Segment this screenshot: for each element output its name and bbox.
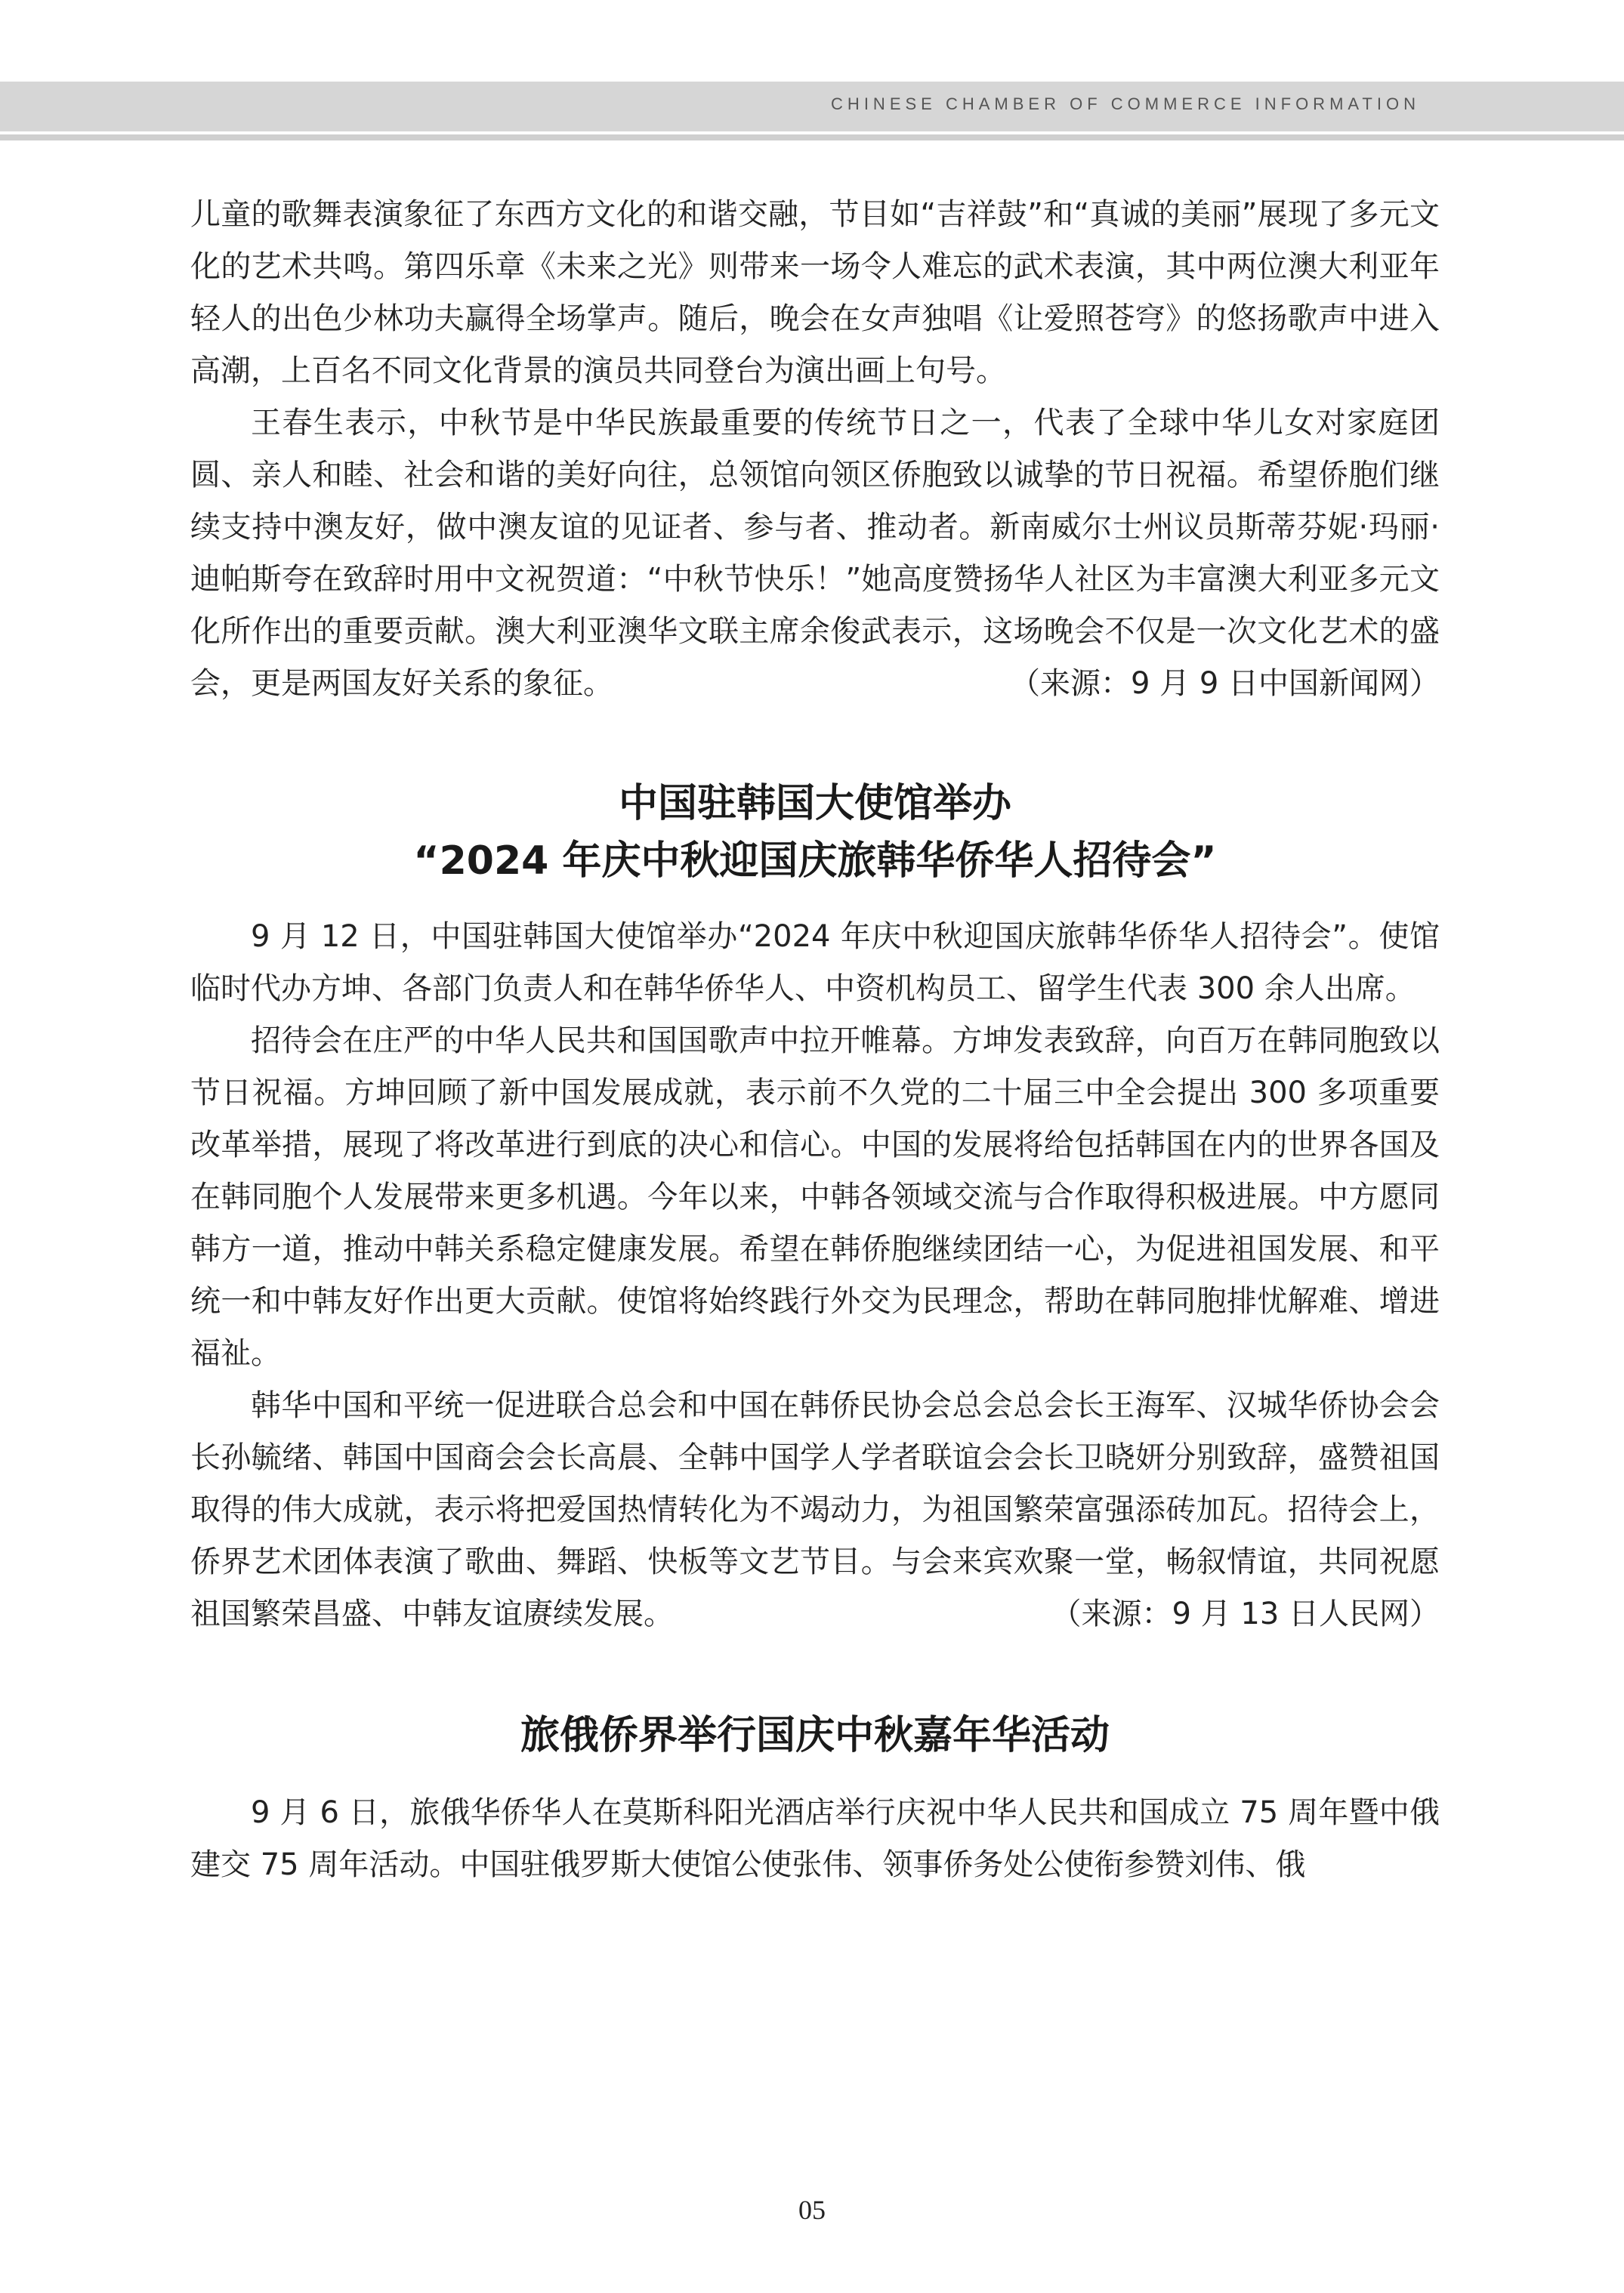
article-continuation [190, 189, 1440, 710]
source-credit: （来源：9 月 13 日人民网） [1051, 1597, 1440, 1631]
title-line: 中国驻韩国大使馆举办 [618, 781, 1011, 826]
source-credit: （来源：9 月 9 日中国新闻网） [1009, 666, 1440, 701]
page-body [190, 189, 1440, 1891]
paragraph: 9 月 6 日，旅俄华侨华人在莫斯科阳光酒店举行庆祝中华人民共和国成立 75 周年暨中俄建交 75 周年活动。中国驻俄罗斯大使馆公使张伟、领事侨务处公使衔参赞刘伟、俄 [190, 1795, 1440, 1882]
paragraph: 9 月 12 日，中国驻韩国大使馆举办“2024 年庆中秋迎国庆旅韩华侨华人招待会”。使馆临时代办方坤、各部门负责人和在韩华侨华人、中资机构员工、留学生代表 300 余人出席。 [190, 919, 1440, 1006]
title-line: 旅俄侨界举行国庆中秋嘉年华活动 [520, 1713, 1110, 1758]
article-title [190, 775, 1440, 890]
paragraph: 韩华中国和平统一促进联合总会和中国在韩侨民协会总会总会长王海军、汉城华侨协会会长孙毓绪、韩国中国商会会长高晨、全韩中国学人学者联谊会会长卫晓妍分别致辞，盛赞祖国取得的伟大成就，表示将把爱国热情转化为不竭动力，为祖国繁荣富强添砖加瓦。招待会上，侨界艺术团体表演了歌曲、舞蹈、快板等文艺节目。与会来宾欢聚一堂，畅叙情谊，共同祝愿祖国繁荣昌盛、中韩友谊赓续发展。 （来源：9 月 13 日人民网） [190, 1380, 1440, 1640]
header-divider [0, 134, 1624, 140]
article-korea-embassy [190, 775, 1440, 1640]
page-number: 05 [798, 2195, 826, 2225]
article-russia-community [190, 1707, 1440, 1891]
paragraph: 儿童的歌舞表演象征了东西方文化的和谐交融，节目如“吉祥鼓”和“真诚的美丽”展现了多元文化的艺术共鸣。第四乐章《未来之光》则带来一场令人难忘的武术表演，其中两位澳大利亚年轻人的出色少林功夫赢得全场掌声。随后，晚会在女声独唱《让爱照苍穹》的悠扬歌声中进入高潮，上百名不同文化背景的演员共同登台为演出画上句号。 [190, 197, 1440, 388]
article-title [190, 1707, 1440, 1764]
title-line: “2024 年庆中秋迎国庆旅韩华侨华人招待会” [413, 838, 1217, 884]
running-header: CHINESE CHAMBER OF COMMERCE INFORMATION [831, 94, 1420, 113]
paragraph: 招待会在庄严的中华人民共和国国歌声中拉开帷幕。方坤发表致辞，向百万在韩同胞致以节日祝福。方坤回顾了新中国发展成就，表示前不久党的二十届三中全会提出 300 多项重要改革举措，展现了将改革进行到底的决心和信心。中国的发展将给包括韩国在内的世界各国及在韩同胞个人发展带来更多机遇。今年以来，中韩各领域交流与合作取得积极进展。中方愿同韩方一道，推动中韩关系稳定健康发展。希望在韩侨胞继续团结一心，为促进祖国发展、和平统一和中韩友好作出更大贡献。使馆将始终践行外交为民理念，帮助在韩同胞排忧解难、增进福祉。 [190, 1023, 1440, 1371]
paragraph: 王春生表示，中秋节是中华民族最重要的传统节日之一，代表了全球中华儿女对家庭团圆、亲人和睦、社会和谐的美好向往，总领馆向领区侨胞致以诚挚的节日祝福。希望侨胞们继续支持中澳友好，做中澳友谊的见证者、参与者、推动者。新南威尔士州议员斯蒂芬妮·玛丽·迪帕斯夸在致辞时用中文祝贺道：“中秋节快乐！”她高度赞扬华人社区为丰富澳大利亚多元文化所作出的重要贡献。澳大利亚澳华文联主席余俊武表示，这场晚会不仅是一次文化艺术的盛会，更是两国友好关系的象征。 （来源：9 月 9 日中国新闻网） [190, 397, 1440, 710]
